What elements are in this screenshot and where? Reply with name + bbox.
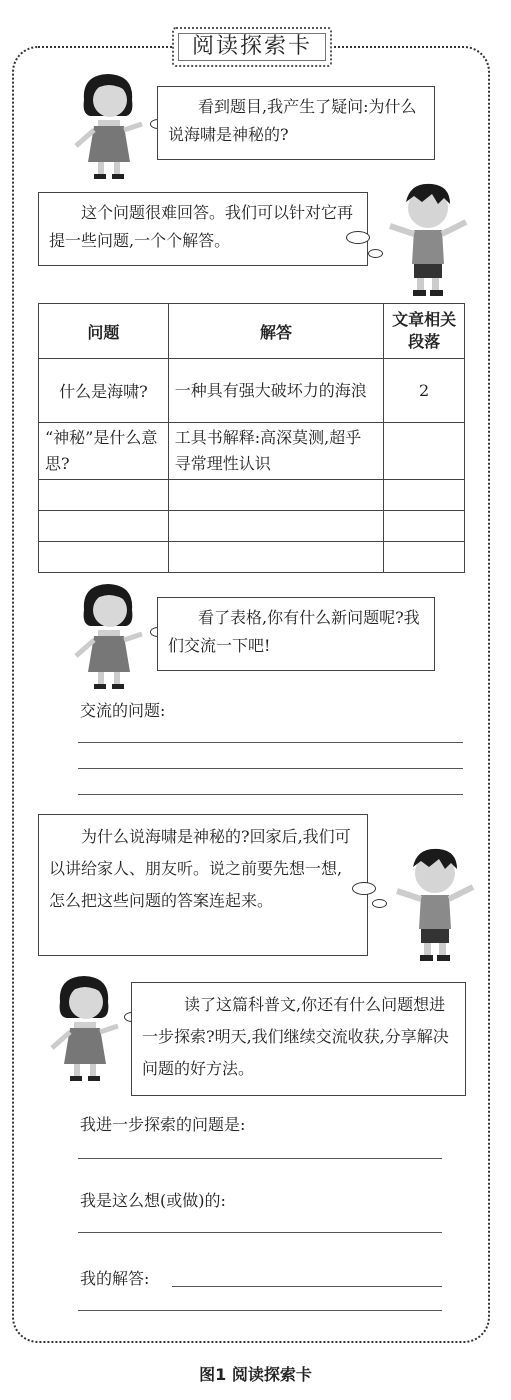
speech-bubble-4 — [38, 814, 368, 956]
thought-oval — [346, 231, 370, 244]
thought-oval-small — [368, 249, 383, 258]
explore-label: 我进一步探索的问题是: — [80, 1115, 246, 1134]
thought-oval-small — [372, 899, 387, 908]
bubble-text: 看了表格,你有什么新问题呢?我们交流一下吧! — [168, 608, 420, 655]
speech-bubble-2 — [38, 192, 368, 266]
card-title-border — [178, 33, 326, 61]
bubble-text: 这个问题很难回答。我们可以针对它再提一些问题,一个个解答。 — [49, 203, 354, 250]
table-cell: 一种具有强大破坏力的海浪 — [168, 359, 383, 423]
table-cell: 2 — [384, 359, 465, 423]
answer-line[interactable] — [78, 794, 463, 795]
table-cell[interactable] — [168, 542, 383, 573]
table-row[interactable] — [39, 511, 465, 542]
bubble-text: 为什么说海啸是神秘的?回家后,我们可以讲给家人、朋友听。说之前要先想一想,怎么把这些问题的答案连起来。 — [49, 827, 351, 910]
card-title-text: 阅读探索卡 — [191, 34, 312, 59]
figure-caption: 图1 阅读探索卡 — [199, 1365, 312, 1384]
answer-line[interactable] — [78, 1158, 442, 1159]
bubble-text: 读了这篇科普文,你还有什么问题想进一步探索?明天,我们继续交流收获,分享解决问题的好方法。 — [142, 995, 449, 1078]
table-row — [39, 359, 465, 423]
table-row — [39, 423, 465, 480]
bubble-text: 看到题目,我产生了疑问:为什么说海啸是神秘的? — [168, 97, 417, 144]
thought-oval — [352, 882, 376, 895]
table-cell — [384, 423, 465, 480]
think-label: 我是这么想(或做)的: — [80, 1191, 226, 1210]
header-paragraph: 文章相关段落 — [384, 304, 465, 359]
card-title — [172, 27, 332, 67]
question-answer-table — [38, 303, 465, 573]
table-cell[interactable] — [384, 480, 465, 511]
table-header-row — [39, 304, 465, 359]
table-row[interactable] — [39, 542, 465, 573]
speech-bubble-1 — [157, 86, 435, 160]
answer-line[interactable] — [78, 1310, 442, 1311]
exchange-label: 交流的问题: — [80, 701, 166, 720]
table-cell: “神秘”是什么意思? — [39, 423, 169, 480]
header-answer: 解答 — [168, 304, 383, 359]
table-cell[interactable] — [384, 511, 465, 542]
answer-line[interactable] — [78, 1232, 442, 1233]
table-cell[interactable] — [168, 480, 383, 511]
speech-bubble-5 — [131, 982, 466, 1096]
answer-line[interactable] — [78, 768, 463, 769]
girl-figure-icon — [72, 70, 144, 180]
table-cell[interactable] — [168, 511, 383, 542]
speech-bubble-3 — [157, 597, 435, 671]
girl-figure-icon — [72, 580, 144, 690]
answer-line[interactable] — [172, 1286, 442, 1287]
answer-line[interactable] — [78, 742, 463, 743]
table-cell: 工具书解释:高深莫测,超乎寻常理性认识 — [168, 423, 383, 480]
table-cell[interactable] — [384, 542, 465, 573]
table-cell[interactable] — [39, 542, 169, 573]
boy-figure-icon — [386, 180, 470, 298]
header-question: 问题 — [39, 304, 169, 359]
girl-figure-icon — [48, 972, 120, 1082]
table-row[interactable] — [39, 480, 465, 511]
boy-figure-icon — [393, 845, 477, 963]
table-cell[interactable] — [39, 480, 169, 511]
table-cell: 什么是海啸? — [39, 359, 169, 423]
answer-label: 我的解答: — [80, 1269, 150, 1288]
table-cell[interactable] — [39, 511, 169, 542]
